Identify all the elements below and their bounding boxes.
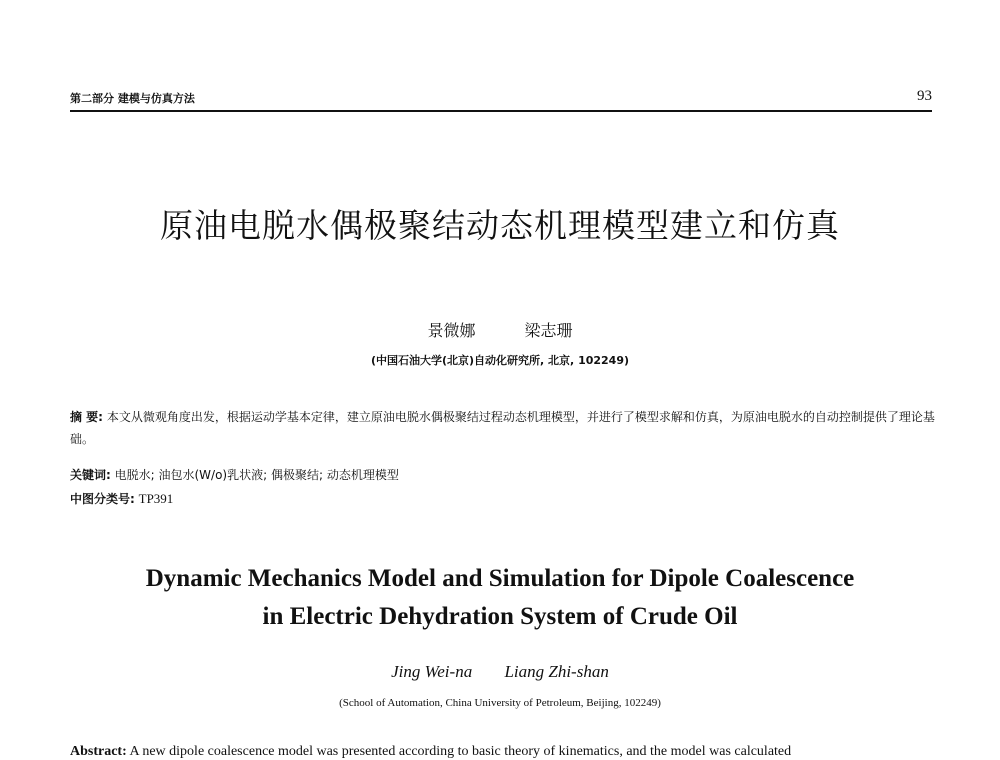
chinese-title: 原油电脱水偶极聚结动态机理模型建立和仿真 [160,206,840,245]
keywords [70,466,936,483]
abstract-label-en: Abstract: [70,744,127,759]
english-title-line-2: in Electric Dehydration System of Crude Oil [262,603,738,630]
chinese-abstract [70,406,936,450]
english-title-line-1: Dynamic Mechanics Model and Simulation for Dipole Coalescence [145,565,855,592]
abstract-label-cn: 摘 要: [70,410,103,424]
classification-label: 中图分类号: [70,492,135,506]
english-authors [0,662,1000,682]
chinese-affiliation: (中国石油大学(北京)自动化研究所, 北京, 102249) [370,354,630,367]
english-title [0,560,1000,636]
keywords-label: 关键词: [70,468,111,482]
english-affiliation: (School of Automation, China University of Petroleum, Beijing, 102249) [339,697,661,709]
author-1-en: Jing Wei-na [391,662,473,681]
section-title: 第二部分 建模与仿真方法 [70,92,195,105]
page-number: 93 [917,88,932,104]
abstract-text-cn: 本文从微观角度出发，根据运动学基本定律，建立原油电脱水偶极聚结过程动态机理模型，并进行了模型求解和仿真，为原油电脱水的自动控制提供了理论基础。 [70,410,935,446]
english-abstract [70,744,940,760]
author-1-cn: 景微娜 [427,321,476,340]
keywords-text: 电脱水; 油包水(W/o)乳状液; 偶极聚结; 动态机理模型 [114,468,399,482]
author-2-en: Liang Zhi-shan [504,662,609,681]
chinese-authors [0,318,1000,341]
classification [70,490,936,507]
running-header [70,88,932,112]
abstract-text-en: A new dipole coalescence model was presented according to basic theory of kinematics, and the model was calculated [129,744,792,759]
classification-value: TP391 [138,491,174,506]
author-2-cn: 梁志珊 [524,321,573,340]
